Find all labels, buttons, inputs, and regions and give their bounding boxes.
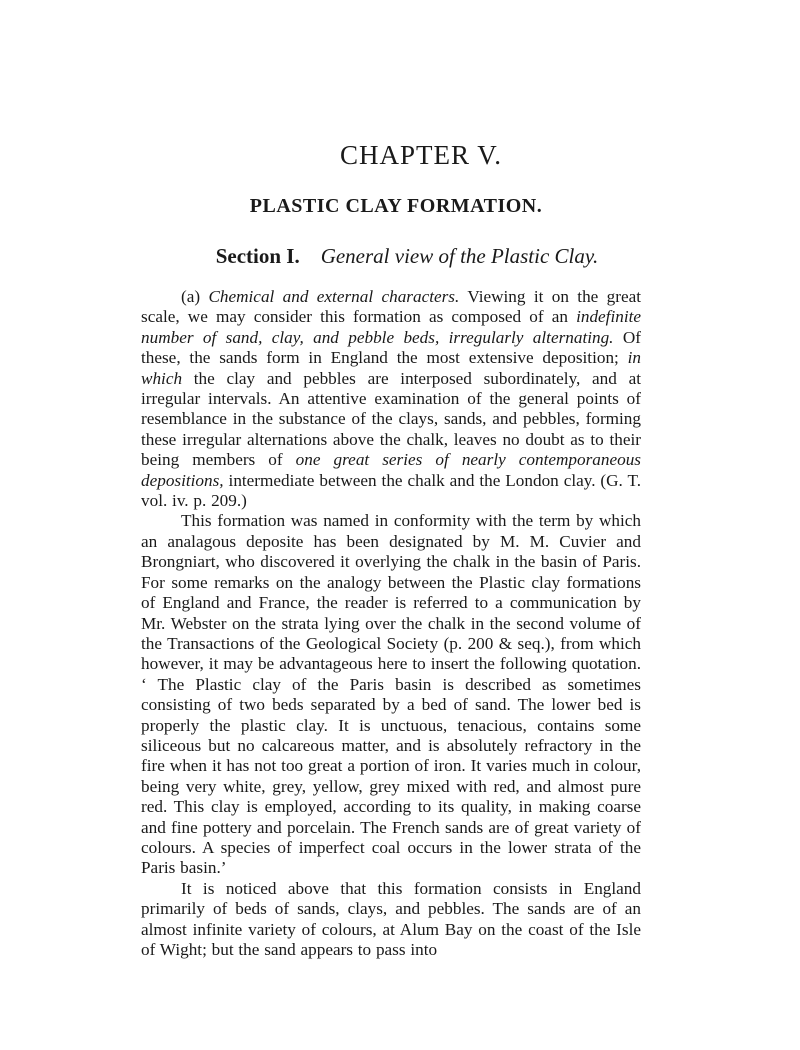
section-heading: [141, 244, 641, 269]
paragraph-2: [141, 511, 641, 878]
text-run: (a): [181, 287, 209, 306]
text-run-italic: in which: [141, 348, 641, 388]
text-run: intermediate between the chalk and the London clay. (G. T. vol. iv. p. 209.): [141, 470, 641, 511]
paragraph-3: [141, 879, 641, 961]
text-run-italic: indefinite number of sand, clay, and pebble beds, irregularly alternating.: [141, 307, 641, 347]
text-run-italic: Chemical and external characters.: [208, 287, 460, 306]
text-run: This formation was named in conformity with the term by which an analagous deposite has been designated by M. M. Cuvier and Brongniart, who discovered it overlying the chalk in the basin of Paris. For some remarks on the analogy between the Plastic clay formations of England and France, the reader is referred to a communication by Mr. Webster on the strata lying over the chalk in the second volume of the Transactions of the Geological Society (p. 200 & seq.), from which however, it may be advantageous here to insert the following quotation. ‘ The Plastic clay of the Paris basin is described as sometimes consisting of two beds separated by a bed of sand. The lower bed is properly the plastic clay. It is unctuous, tenacious, contains some siliceous but no calcareous matter, and is absolutely refractory in the fire when it has not too great a portion of iron. It varies much in colour, being very white, grey, yellow, grey mixed with red, and almost pure red. This clay is employed, according to its quality, in making coarse and fine pottery and porcelain. The French sands are of great variety of colours. A species of imperfect coal occurs in the lower strata of the Paris basin.’: [141, 511, 641, 878]
chapter-title: PLASTIC CLAY FORMATION.: [249, 195, 543, 217]
text-run: It is noticed above that this formation consists in England primarily of beds of sands, clays, and pebbles. The sands are of an almost infinite variety of colours, at Alum Bay on the coast of the Isle of Wight; but the sand appears to pass into: [141, 878, 641, 959]
text-run: the clay and pebbles are interposed subordinately, and at irregular intervals. An attentive examination of the general points of resemblance in the substance of the clays, sands, and pebbles, forming these irregular alternations above the chalk, leaves no doubt as to their being members of: [141, 368, 641, 470]
text-run: Of these, the sands form in England the most extensive deposition;: [141, 327, 641, 368]
chapter-heading: CHAPTER V.: [339, 140, 503, 170]
text-run: Viewing it on the great scale, we may consider this formation as composed of an: [141, 287, 641, 327]
paragraph-1: [141, 287, 641, 511]
section-title: General view of the Plastic Clay.: [320, 244, 599, 268]
text-run-italic: one great series of nearly contemporaneous depositions,: [141, 450, 641, 490]
section-number: Section I.: [215, 244, 300, 268]
book-page: [141, 140, 641, 960]
